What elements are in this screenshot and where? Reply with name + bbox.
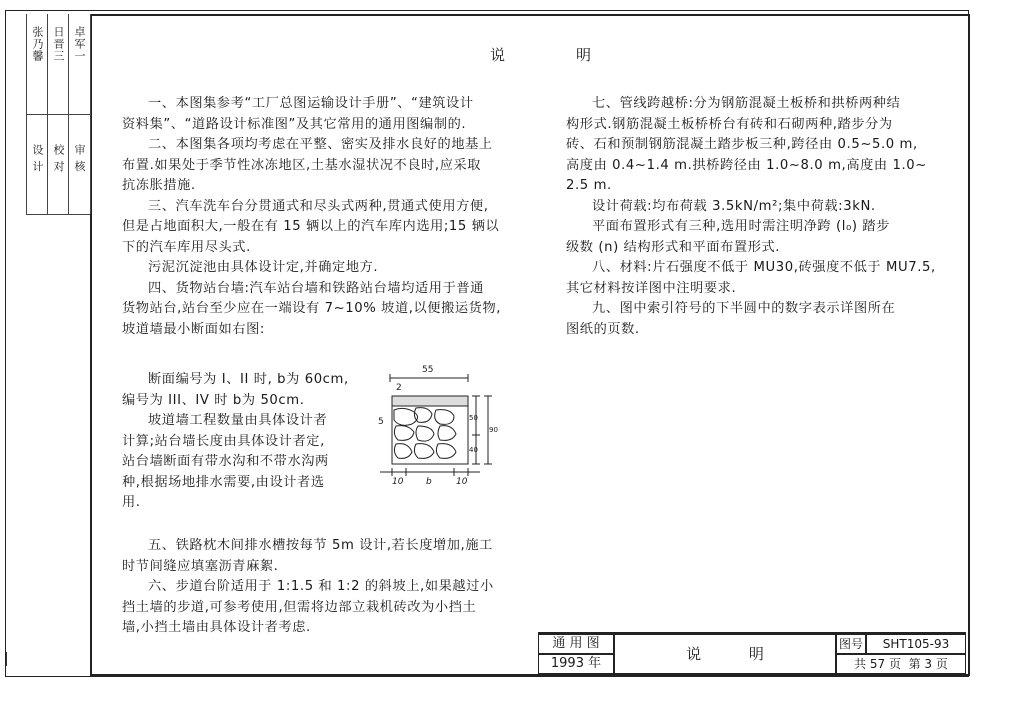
text-line: 墙,小挡土墙由具体设计者考虑. xyxy=(122,620,311,635)
text-line: 二、本图集各项均考虑在平整、密实及排水良好的地基上 xyxy=(148,137,493,152)
stamp-row-line xyxy=(26,114,90,115)
text-line: 图纸的页数. xyxy=(566,321,640,337)
text-line: 平面布置形式有三种,选用时需注明净跨 (l₀) 踏步 xyxy=(592,219,890,234)
masonry-body xyxy=(392,406,468,464)
dim-label-bottom-right: 10 xyxy=(456,477,468,487)
text-line: 其它材料按详图中注明要求. xyxy=(566,280,737,296)
text-line: 资料集”、“道路设计标准图”及其它常用的通用图编制的. xyxy=(122,116,467,132)
text-line: 种,根据场地排水需要,由设计者选 xyxy=(122,474,325,490)
stamp-label: 日晋三 xyxy=(52,26,65,62)
text-line: 2.5 m. xyxy=(566,178,612,193)
stamp-row-line xyxy=(26,214,90,215)
stamp-label: 校 对 xyxy=(52,144,65,173)
tb-year-label: 1993 年 xyxy=(538,654,614,674)
text-line: 坡道墙工程数量由具体设计者 xyxy=(148,413,328,428)
text-line: 计算;站台墙长度由具体设计者定, xyxy=(122,433,325,449)
dim-label-right-total: 90 xyxy=(489,426,498,434)
text-line: 九、图中索引符号的下半圆中的数字表示详图所在 xyxy=(592,301,896,316)
text-line: 货物站台,站台至少应在一端设有 7~10% 坡道,以便搬运货物, xyxy=(122,301,502,316)
text-line: 级数 (n) 结构形式和平面布置形式. xyxy=(566,239,781,255)
text-line: 构形式.钢筋混凝土板桥桥台有砖和石砌两种,踏步分为 xyxy=(566,116,893,132)
text-line: 五、铁路枕木间排水槽按每节 5m 设计,若长度增加,施工 xyxy=(148,538,493,553)
text-line: 抗冻胀措施. xyxy=(122,178,196,193)
dim-label-right-a: 50 xyxy=(469,414,478,422)
stamp-label: 卓军一 xyxy=(73,26,86,62)
left-text-tail xyxy=(122,536,494,639)
text-line: 下的汽车库用尽头式. xyxy=(122,239,251,255)
text-line: 坡道墙最小断面如右图: xyxy=(122,321,265,337)
text-line: 一、本图集参考“工厂总图运输设计手册”、“建筑设计 xyxy=(148,96,474,111)
wall-section-figure xyxy=(370,360,500,490)
left-text-column xyxy=(122,94,501,340)
text-line: 六、步道台阶适用于 1:1.5 和 1:2 的斜坡上,如果越过小 xyxy=(148,579,494,594)
text-line: 编号为 III、IV 时 b为 50cm. xyxy=(122,392,305,408)
tb-atlas-no-label: 图号 xyxy=(836,634,866,654)
left-text-narrow xyxy=(122,370,349,514)
text-line: 四、货物站台墙:汽车站台墙和铁路站台墙均适用于普通 xyxy=(148,280,484,296)
text-line: 用. xyxy=(122,495,141,510)
text-line: 八、材料:片石强度不低于 MU30,砖强度不低于 MU7.5, xyxy=(592,260,936,275)
approval-stamp xyxy=(26,14,91,214)
dim-label-bottom-mid: b xyxy=(426,477,432,487)
tb-atlas-no: SHT105-93 xyxy=(866,634,966,654)
text-line: 设计荷载:均布荷载 3.5kN/m²;集中荷载:3kN. xyxy=(592,198,876,214)
dim-label-right-b: 40 xyxy=(469,446,478,454)
tb-type-label: 通 用 图 xyxy=(538,634,614,654)
stamp-label: 张乃馨 xyxy=(31,26,44,62)
text-line: 但是占地面积大,一般在有 15 辆以上的汽车库内选用;15 辆以 xyxy=(122,219,500,234)
title-block xyxy=(538,632,966,674)
text-line: 时节间缝应填塞沥青麻絮. xyxy=(122,558,279,574)
page-title: 明 xyxy=(576,46,592,64)
text-line: 挡土墙的步道,可参考使用,但需将边部立栽机砖改为小挡土 xyxy=(122,599,477,615)
text-line: 污泥沉淀池由具体设计定,并确定地方. xyxy=(148,260,379,275)
dim-label-bottom-left: 10 xyxy=(392,477,404,487)
tb-pages: 共 57 页 第 3 页 xyxy=(836,654,966,674)
stamp-label: 设 计 xyxy=(31,144,44,173)
text-line: 三、汽车洗车台分贯通式和尽头式两种,贯通式使用方便, xyxy=(148,198,489,214)
text-line: 砖、石和预制钢筋混凝土踏步板三种,跨径由 0.5~5.0 m, xyxy=(566,137,918,152)
text-line: 站台墙断面有带水沟和不带水沟两 xyxy=(122,454,329,469)
dim-label-small: 2 xyxy=(396,383,402,393)
stamp-label: 审 核 xyxy=(73,144,86,173)
text-line: 布置.如果处于季节性冰冻地区,土基水湿状况不良时,应采取 xyxy=(122,157,482,173)
tb-drawing-title: 说 明 xyxy=(614,634,836,674)
cap-layer xyxy=(392,396,468,406)
dim-label-left: 5 xyxy=(378,417,384,427)
text-line: 高度由 0.4~1.4 m.拱桥跨径由 1.0~8.0 m,高度由 1.0~ xyxy=(566,157,927,173)
page-title: 说 xyxy=(490,46,508,64)
text-line: 断面编号为 I、II 时, b为 60cm, xyxy=(148,372,349,387)
text-line: 七、管线跨越桥:分为钢筋混凝土板桥和拱桥两种结 xyxy=(592,96,901,111)
right-text-column xyxy=(566,94,936,340)
dim-label-top: 55 xyxy=(422,365,434,375)
